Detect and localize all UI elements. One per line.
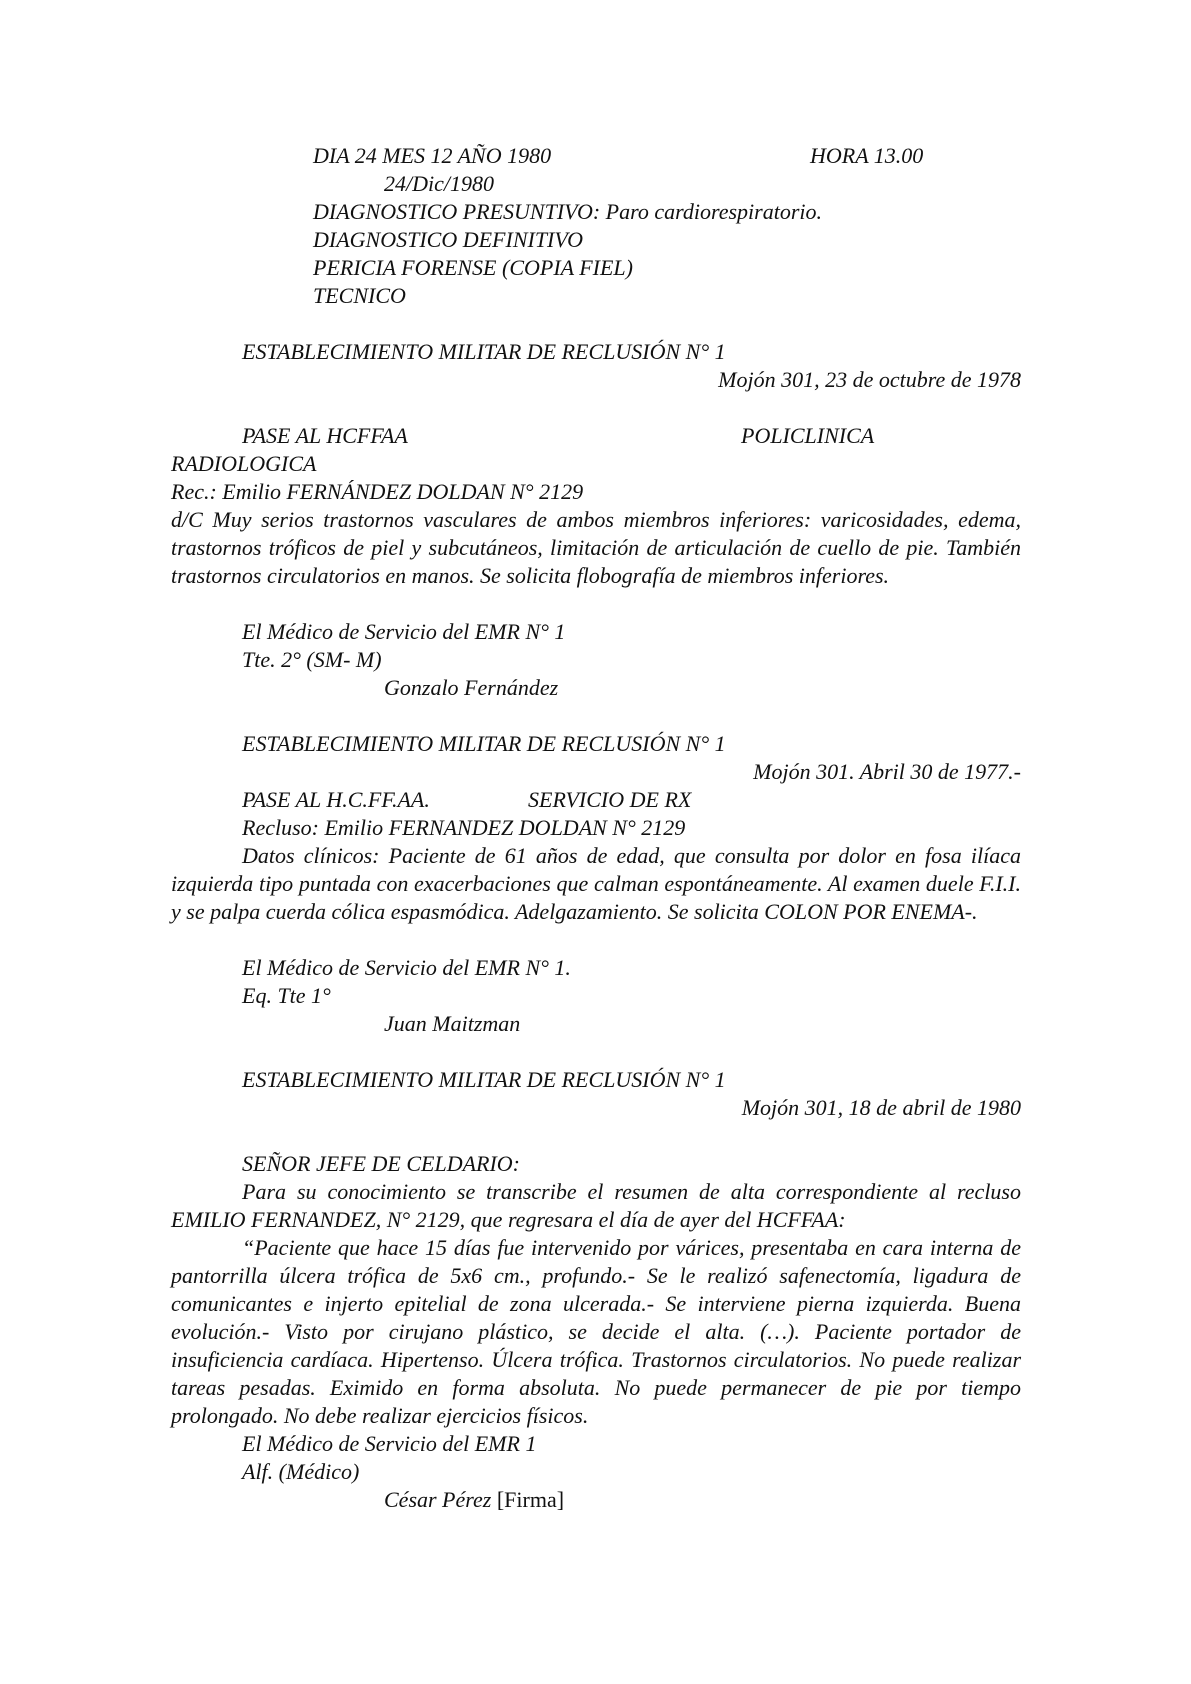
doc1-signer-rank: Tte. 2° (SM- M): [242, 647, 382, 672]
doc2-institution: ESTABLECIMIENTO MILITAR DE RECLUSIÓN N° 1: [242, 731, 726, 756]
definitive-diagnosis: DIAGNOSTICO DEFINITIVO: [313, 227, 584, 252]
doc3-addressee: SEÑOR JEFE DE CELDARIO:: [242, 1151, 520, 1176]
doc1-institution: ESTABLECIMIENTO MILITAR DE RECLUSIÓN N° 1: [242, 339, 726, 364]
doc2-body: Datos clínicos: Paciente de 61 años de edad, que consulta por dolor en fosa ilíaca izquierda tipo puntada con exacerbaciones que calman espontáneamente. Al examen duele F.I.I. y se palpa cuerda cólica espasmódica. Adelgazamiento. Se solicita COLON POR ENEMA-.: [171, 843, 1021, 924]
doc1-signer-name: Gonzalo Fernández: [384, 675, 559, 700]
header-date: DIA 24 MES 12 AÑO 1980: [313, 143, 552, 168]
doc1-signer-role: El Médico de Servicio del EMR N° 1: [242, 619, 566, 644]
doc3-signature-mark: [Firma]: [496, 1487, 565, 1512]
doc3-signer-rank: Alf. (Médico): [242, 1459, 360, 1484]
doc3-place-date: Mojón 301, 18 de abril de 1980: [741, 1095, 1021, 1120]
doc3-paragraph-2: “Paciente que hace 15 días fue intervenido por várices, presentaba en cara interna de pantorrilla úlcera trófica de 5x6 cm., profundo.- Se le realizó safenectomía, ligadura de comunicantes e injerto epitelial de zona ulcerada.- Se interviene pierna izquierda. Buena evolución.- Visto por cirujano plástico, se decide el alta. (…). Paciente portador de insuficiencia cardíaca. Hipertenso. Úlcera trófica. Trastornos circulatorios. No puede realizar tareas pesadas. Eximido en forma absoluta. No puede permanecer de pie por tiempo prolongado. No debe realizar ejercicios físicos.: [171, 1235, 1021, 1428]
doc1-service: POLICLINICA: [741, 423, 875, 448]
forensic-report: PERICIA FORENSE (COPIA FIEL): [313, 255, 633, 280]
header-time: HORA 13.00: [810, 143, 924, 168]
doc3-signature-line: [384, 1486, 564, 1514]
doc3-signer-name: César Pérez: [384, 1487, 492, 1512]
doc3-signer-role: El Médico de Servicio del EMR 1: [242, 1431, 537, 1456]
doc2-signer-rank: Eq. Tte 1°: [242, 983, 331, 1008]
doc1-body: d/C Muy serios trastornos vasculares de ambos miembros inferiores: varicosidades, edema, trastornos tróficos de piel y subcutáneos, limitación de articulación de cuello de pie. También trastornos circulatorios en manos. Se solicita flobografía de miembros inferiores.: [171, 507, 1021, 588]
doc2-referral: PASE AL H.C.FF.AA.: [242, 787, 430, 812]
doc2-place-date: Mojón 301. Abril 30 de 1977.-: [753, 759, 1021, 784]
doc2-signer-role: El Médico de Servicio del EMR N° 1.: [242, 955, 571, 980]
doc1-place-date: Mojón 301, 23 de octubre de 1978: [718, 367, 1021, 392]
doc1-referral: PASE AL HCFFAA: [242, 423, 408, 448]
doc1-service-cont: RADIOLOGICA: [171, 451, 317, 476]
doc3-paragraph-1: Para su conocimiento se transcribe el resumen de alta correspondiente al recluso EMILIO FERNANDEZ, N° 2129, que regresara el día de ayer del HCFFAA:: [171, 1179, 1021, 1232]
header-short-date: 24/Dic/1980: [384, 171, 494, 196]
doc3-institution: ESTABLECIMIENTO MILITAR DE RECLUSIÓN N° 1: [242, 1067, 726, 1092]
doc2-signer-name: Juan Maitzman: [384, 1011, 521, 1036]
doc2-service: SERVICIO DE RX: [528, 787, 692, 812]
doc1-inmate: Rec.: Emilio FERNÁNDEZ DOLDAN N° 2129: [171, 479, 584, 504]
technician: TECNICO: [313, 283, 406, 308]
doc2-inmate: Recluso: Emilio FERNANDEZ DOLDAN N° 2129: [242, 815, 686, 840]
presumptive-diagnosis: DIAGNOSTICO PRESUNTIVO: Paro cardiorespiratorio.: [313, 199, 822, 224]
